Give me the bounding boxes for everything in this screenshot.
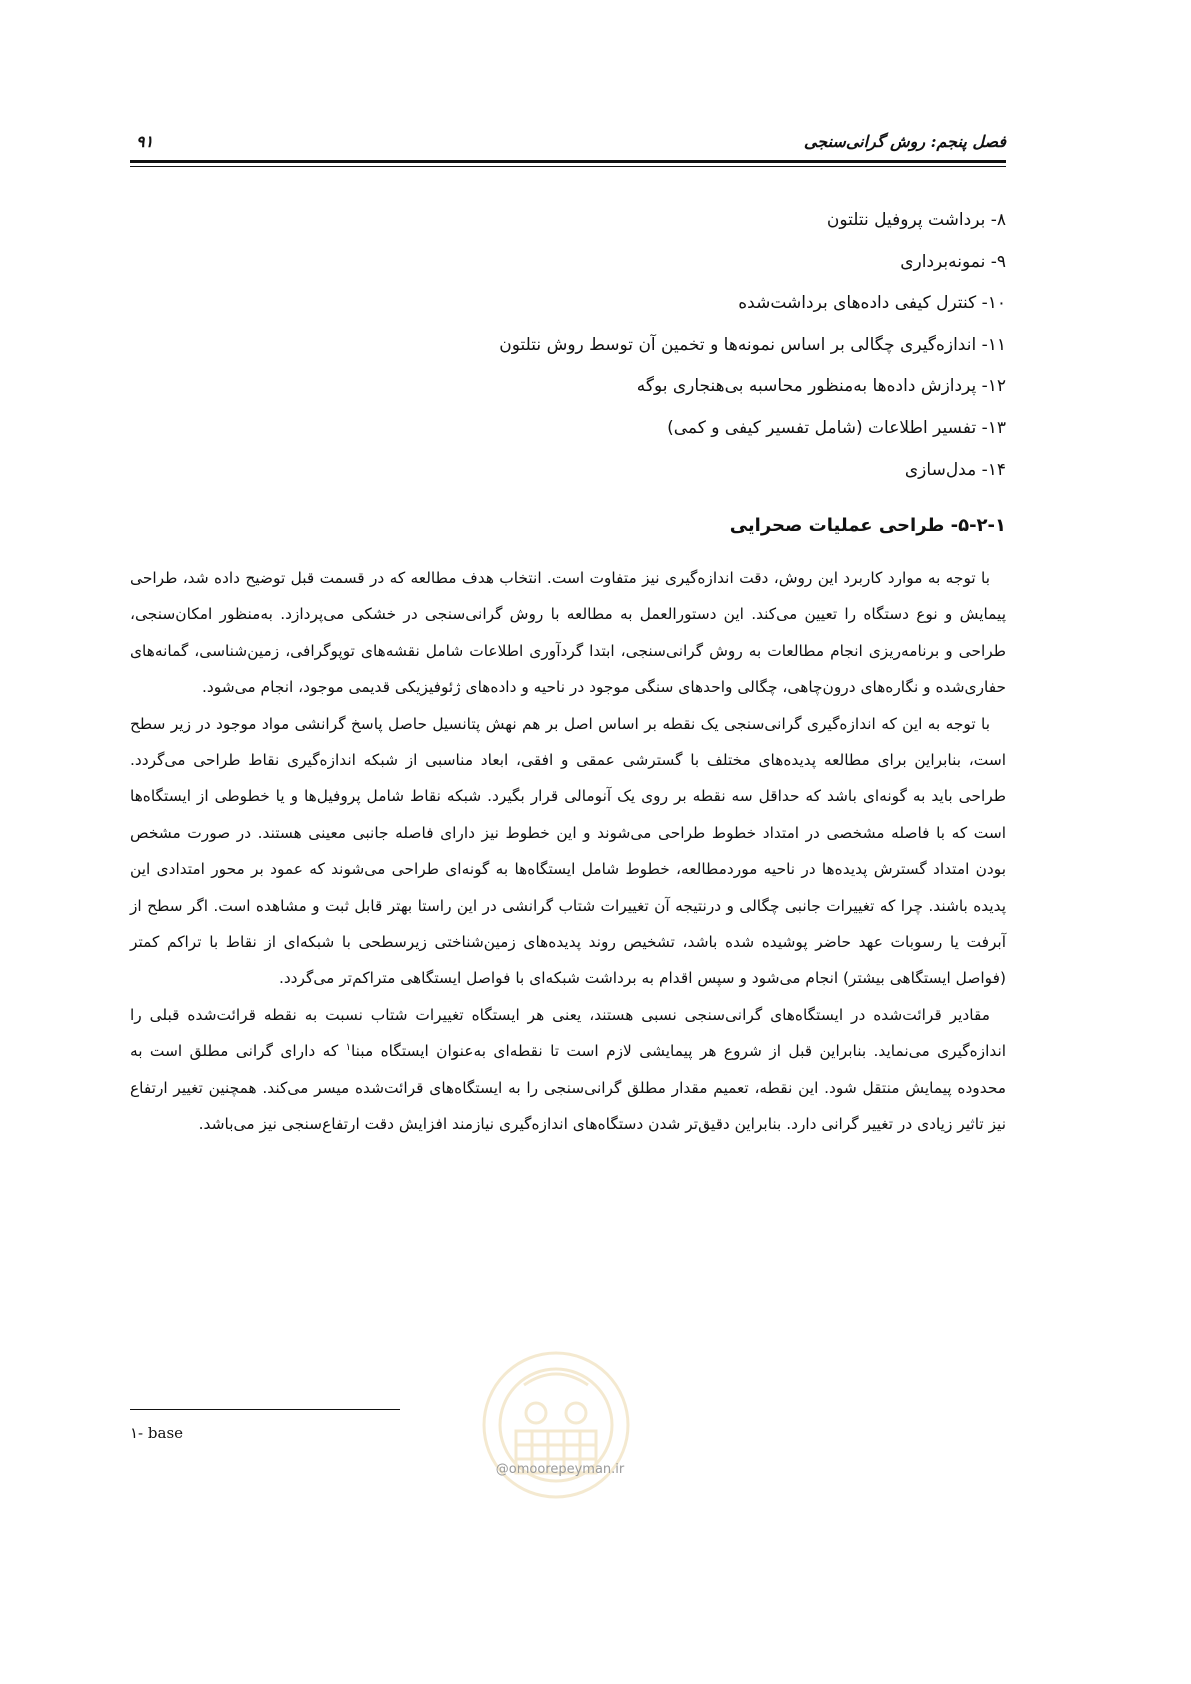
footnote-marker: ۱ — [345, 1042, 351, 1054]
paragraph-text: که دارای گرانی مطلق است به محدوده پیمایش منتقل شود. این نقطه، تعمیم مقدار مطلق گرانی‌سنجی را به ایستگاه‌های قرائت‌شده میسر می‌کند. همچنین تغییر ارتفاع نیز تاثیر زیادی در تغییر گرانی دارد. بنابراین دقیق‌تر شدن دستگاه‌های اندازه‌گیری نیازمند افزایش دقت ارتفاع‌سنجی نیز می‌باشد. — [130, 1042, 1006, 1134]
paragraph: با توجه به این که اندازه‌گیری گرانی‌سنجی یک نقطه بر اساس اصل بر هم نهش پتانسیل حاصل پاسخ گرانشی مواد موجود در زیر سطح است، بنابراین برای مطالعه پدیده‌های مختلف با گسترشی عمقی و افقی، ابعاد مناسبی از شبکه اندازه‌گیری نقاط طراحی می‌گردد. طراحی باید به گونه‌ای باشد که حداقل سه نقطه بر روی یک آنومالی قرار بگیرد. شبکه نقاط شامل پروفیل‌ها و یا خطوطی از ایستگاه‌ها است که با فاصله مشخصی در امتداد خطوط طراحی می‌شوند و این خطوط نیز دارای فاصله جانبی معینی هستند. در صورت مشخص بودن امتداد گسترش پدیده‌ها در ناحیه موردمطالعه، خطوط شامل ایستگاه‌ها به گونه‌ای طراحی می‌شوند که عمود بر محور امتدادی این پدیده باشند. چرا که تغییرات جانبی چگالی و درنتیجه آن تغییرات شتاب گرانشی در این راستا بهتر قابل ثبت و مشاهده است. اگر سطح از آبرفت یا رسوبات عهد حاضر پوشیده شده باشد، تشخیص روند پدیده‌های زمین‌شناختی زیرسطحی با شبکه‌ای از نقاط با تراکم کمتر (فواصل ایستگاهی بیشتر) انجام می‌شود و سپس اقدام به برداشت شبکه‌ای با فواصل ایستگاهی متراکم‌تر می‌گردد. — [130, 714, 1006, 988]
watermark-site: @omoorepeyman.ir — [495, 1462, 625, 1477]
chapter-title: فصل پنجم: روش گرانی‌سنجی — [803, 132, 1006, 151]
list-item: ۹- نمونه‌برداری — [900, 251, 1006, 272]
list-item: ۱۳- تفسیر اطلاعات (شامل تفسیر کیفی و کمی) — [667, 417, 1006, 438]
page-header — [130, 118, 1006, 158]
watermark-seal-icon — [476, 1345, 636, 1505]
body-text — [130, 560, 1006, 1143]
list-item: ۱۲- پردازش داده‌ها به‌منظور محاسبه بی‌هنجاری بوگه — [636, 376, 1006, 397]
footnote: ۱- base — [130, 1424, 184, 1442]
footnote-rule — [130, 1409, 400, 1410]
paragraph — [130, 997, 1006, 1143]
header-rule-thick — [130, 160, 1006, 163]
header-rule-thin — [130, 166, 1006, 167]
list-item: ۱۱- اندازه‌گیری چگالی بر اساس نمونه‌ها و تخمین آن توسط روش نتلتون — [499, 334, 1006, 355]
list-item: ۱۴- مدل‌سازی — [904, 459, 1006, 480]
paragraph-text: مقادیر قرائت‌شده در ایستگاه‌های گرانی‌سنجی نسبی هستند، یعنی هر ایستگاه تغییرات شتاب نسبت به نقطه قرائت‌شده قبلی را اندازه‌گیری می‌نماید. بنابراین قبل از شروع هر پیمایشی لازم است تا نقطه‌ای به‌عنوان ایستگاه مبنا — [130, 1005, 1006, 1061]
section-heading: ۵-۲-۱- طراحی عملیات صحرایی — [729, 515, 1006, 536]
list-item: ۱۰- کنترل کیفی داده‌های برداشت‌شده — [738, 293, 1006, 314]
paragraph: با توجه به موارد کاربرد این روش، دقت اندازه‌گیری نیز متفاوت است. انتخاب هدف مطالعه که در قسمت قبل توضیح داده شد، طراحی پیمایش و نوع دستگاه را تعیین می‌کند. این دستورالعمل به مطالعه با روش گرانی‌سنجی در خشکی می‌پردازد. به‌منظور امکان‌سنجی، طراحی و برنامه‌ریزی انجام مطالعات به روش گرانی‌سنجی، ابتدا گردآوری اطلاعات شامل نقشه‌های توپوگرافی، زمین‌شناسی، گمانه‌های حفاری‌شده و نگاره‌های درون‌چاهی، چگالی واحدهای سنگی موجود در ناحیه و داده‌های ژئوفیزیکی قدیمی موجود، انجام می‌شود. — [130, 569, 1006, 697]
page-number: ۹۱ — [136, 132, 154, 151]
list-item: ۸- برداشت پروفیل نتلتون — [826, 210, 1006, 230]
steps-list — [246, 200, 1006, 491]
